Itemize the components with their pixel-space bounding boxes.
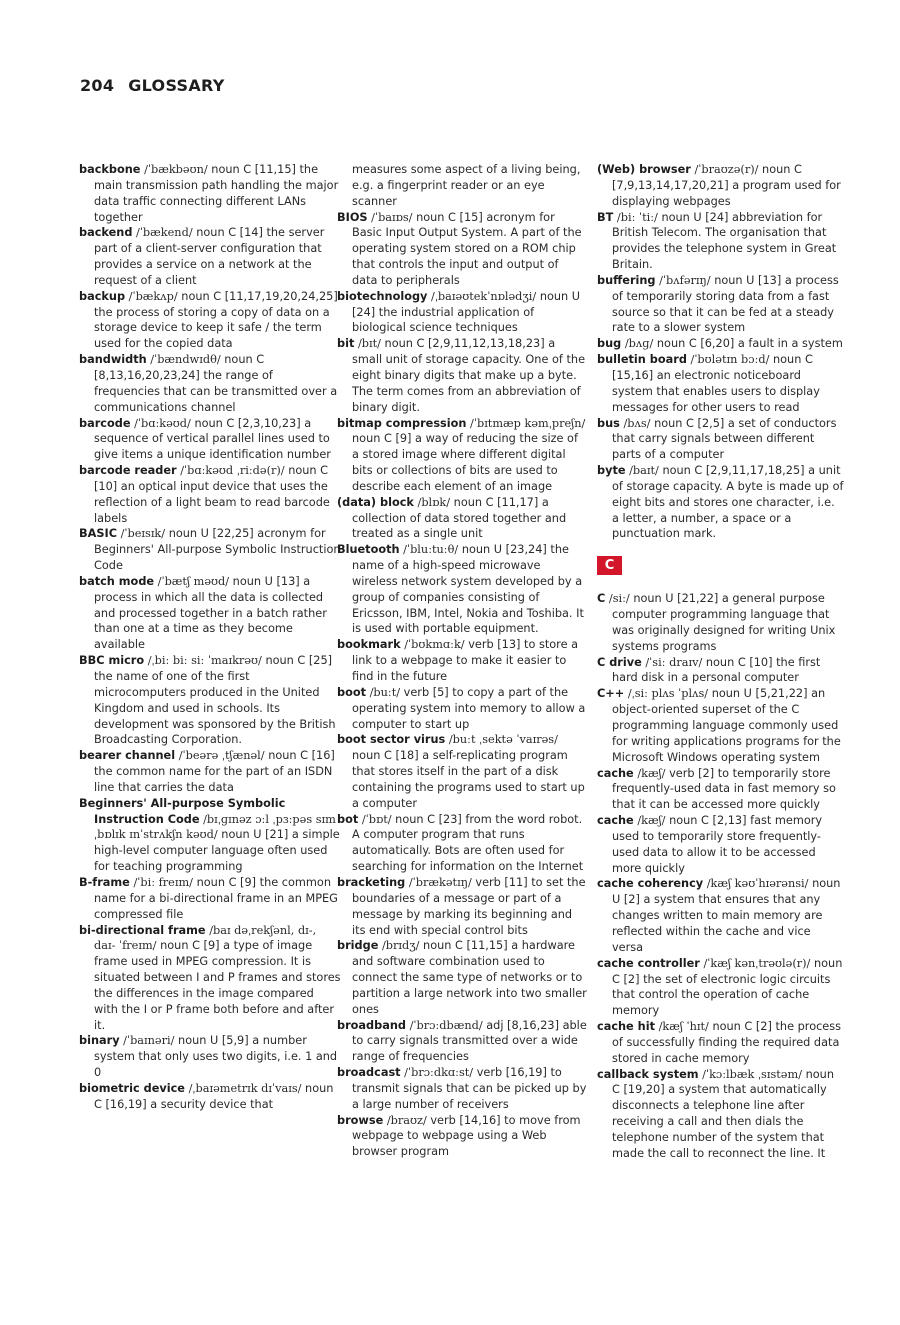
glossary-entry xyxy=(79,162,341,225)
glossary-entry xyxy=(597,591,845,654)
entry-pronunciation: /ˈkæʃ kənˌtrəʊlə(r)/ xyxy=(703,956,811,970)
entry-pronunciation: /ˈbrækətɪŋ/ xyxy=(408,875,472,889)
entry-pronunciation: /ˈsiː draɪv/ xyxy=(645,655,703,669)
entry-pronunciation: /ˈbækbəʊn/ xyxy=(144,163,208,176)
glossary-entry xyxy=(79,1081,341,1113)
glossary-entry xyxy=(597,1067,845,1162)
entry-headword: buffering xyxy=(597,273,656,287)
entry-pronunciation: /bɪˌɡɪnəz ɔːl ˌpɜːpəs sɪmˌbɒlɪk ɪnˈstrʌkʃn kəʊd/ xyxy=(94,812,336,842)
entry-pronunciation: /ˈbrɔːdbænd/ xyxy=(409,1018,483,1032)
entry-headword: B-frame xyxy=(79,875,130,889)
glossary-entry xyxy=(79,748,341,796)
entry-pronunciation: /ˈbeərə ˌtʃænəl/ xyxy=(178,749,265,763)
entry-headword: bus xyxy=(597,416,620,430)
entry-headword: boot xyxy=(337,685,367,699)
entry-pronunciation: /ˈbʌfərɪŋ/ xyxy=(659,273,711,287)
entry-headword: browse xyxy=(337,1113,384,1127)
entry-headword: cache controller xyxy=(597,956,700,970)
glossary-entry xyxy=(79,352,341,415)
glossary-entry xyxy=(597,1019,845,1067)
glossary-entry xyxy=(597,766,845,814)
entry-definition: noun C [10] an optical input device that uses the reflection of a light beam to read barcode labels xyxy=(94,464,330,525)
entry-pronunciation: /biː ˈtiː/ xyxy=(616,210,658,224)
glossary-entry xyxy=(337,732,587,811)
entry-headword: callback system xyxy=(597,1067,699,1081)
glossary-entry xyxy=(337,542,587,637)
entry-pronunciation: /ˈbɑːkəʊd/ xyxy=(134,416,191,430)
glossary-entry xyxy=(337,336,587,415)
entry-definition: verb [16,19] to transmit signals that can be picked up by a large number of receivers xyxy=(352,1066,587,1111)
glossary-entry xyxy=(337,1065,587,1113)
entry-headword: bandwidth xyxy=(79,353,147,367)
entry-headword: backend xyxy=(79,226,133,240)
entry-headword: bookmark xyxy=(337,638,401,652)
glossary-entry xyxy=(79,526,341,574)
entry-definition: noun C [23] from the word robot. A computer program that runs automatically. Bots are often used for searching for information on the Internet xyxy=(352,812,584,874)
entry-pronunciation: /ˌbiː biː siː ˈmaɪkrəʊ/ xyxy=(147,654,262,668)
entry-definition: noun C [6,20] a fault in a system xyxy=(656,337,843,351)
glossary-entry xyxy=(597,813,845,876)
entry-pronunciation: /ˈbækend/ xyxy=(136,226,193,240)
entry-definition: noun C [16] the common name for the part of an ISDN line that carries the data xyxy=(94,749,335,794)
entry-definition: noun C [7,9,13,14,17,20,21] a program used for displaying webpages xyxy=(612,163,841,208)
entry-pronunciation: /blɒk/ xyxy=(417,495,451,509)
entry-definition: noun U [5,9] a number system that only uses two digits, i.e. 1 and 0 xyxy=(94,1034,338,1080)
entry-definition: noun C [14] the server part of a client-server configuration that provides a service on a network at the request of a client xyxy=(94,226,325,287)
entry-headword: BASIC xyxy=(79,527,117,541)
glossary-entry xyxy=(337,637,587,685)
glossary-entry xyxy=(79,875,341,923)
entry-definition: noun C [11,17] a collection of data stored together and treated as a single unit xyxy=(352,495,567,541)
glossary-entry xyxy=(337,495,587,543)
glossary-entry xyxy=(597,352,845,415)
glossary-entry xyxy=(597,463,845,542)
entry-definition: noun C [2] the process of successfully finding the required data stored in cache memory xyxy=(612,1020,842,1065)
glossary-column-3 xyxy=(597,162,845,1162)
entry-headword: cache xyxy=(597,766,634,780)
glossary-entry xyxy=(597,686,845,765)
entry-headword: bug xyxy=(597,337,622,351)
glossary-entry xyxy=(597,956,845,1019)
entry-pronunciation: /ˈkɔːlbæk ˌsɪstəm/ xyxy=(702,1067,803,1081)
entry-pronunciation: /buːt/ xyxy=(369,685,401,699)
entry-pronunciation: /ˈbrɔːdkɑːst/ xyxy=(404,1066,474,1080)
entry-headword: (data) block xyxy=(337,495,414,509)
glossary-entry xyxy=(79,574,341,653)
entry-pronunciation: /ˈbændwɪdθ/ xyxy=(150,353,221,367)
entry-pronunciation: /ˈbʊkmɑːk/ xyxy=(404,638,465,652)
entry-pronunciation: /ˌsiː plʌs ˈplʌs/ xyxy=(627,687,709,701)
entry-headword: byte xyxy=(597,464,626,478)
entry-headword: C xyxy=(597,592,606,606)
glossary-entry xyxy=(79,796,341,875)
entry-headword: (Web) browser xyxy=(597,163,691,176)
entry-pronunciation: /siː/ xyxy=(608,592,630,606)
entry-headword: bot xyxy=(337,812,359,826)
entry-headword: backup xyxy=(79,289,126,303)
glossary-column-2 xyxy=(337,162,587,1160)
entry-definition: noun C [11,15] a hardware and software combination used to connect the same type of networks or to partition a large network into two smaller ones xyxy=(352,939,587,1016)
entry-headword: bulletin board xyxy=(597,353,687,367)
entry-definition: noun C [2] the set of electronic logic circuits that control the operation of cache memory xyxy=(612,956,843,1018)
glossary-entry xyxy=(337,938,587,1017)
page-header xyxy=(80,76,225,95)
entry-pronunciation: /bɪt/ xyxy=(357,337,381,351)
entry-headword: bridge xyxy=(337,939,379,953)
entry-headword: backbone xyxy=(79,163,141,176)
entry-definition: verb [5] to copy a part of the operating system into memory to allow a computer to start up xyxy=(352,685,586,731)
entry-definition: noun C [10] the first hard disk in a personal computer xyxy=(612,655,821,685)
entry-headword: cache coherency xyxy=(597,877,704,891)
entry-pronunciation: /baɪt/ xyxy=(629,464,659,478)
entry-pronunciation: /brɪdʒ/ xyxy=(381,939,420,953)
glossary-entry xyxy=(597,162,845,210)
entry-headword: bitmap compression xyxy=(337,416,467,430)
entry-definition: measures some aspect of a living being, e.g. a fingerprint reader or an eye scanner xyxy=(352,163,581,208)
entry-pronunciation: /ˈbluːtuːθ/ xyxy=(403,543,459,557)
entry-pronunciation: /ˌbaɪəmetrɪk dɪˈvaɪs/ xyxy=(188,1081,302,1095)
glossary-entry xyxy=(79,225,341,288)
entry-pronunciation: /kæʃ/ xyxy=(637,766,666,780)
entry-definition: noun C [2,9,11,12,13,18,23] a small unit of storage capacity. One of the eight binary digits that make up a byte. The term comes from an abbreviation of binary digit. xyxy=(352,337,586,414)
entry-definition: verb [13] to store a link to a webpage to make it easier to find in the future xyxy=(352,638,579,683)
entry-pronunciation: /buːt ˌsektə ˈvaɪrəs/ xyxy=(448,733,558,747)
glossary-entry xyxy=(597,655,845,687)
entry-definition: noun C [11,17,19,20,24,25] the process of storing a copy of data on a storage device to keep it safe / the term used for the copied data xyxy=(94,289,338,351)
entry-pronunciation: /kæʃ kəʊˈhɪərənsi/ xyxy=(706,877,809,891)
glossary-entry xyxy=(337,1113,587,1161)
entry-definition: verb [2] to temporarily store frequently-used data in fast memory so that it can be accessed more quickly xyxy=(612,766,836,812)
entry-definition: verb [14,16] to move from webpage to webpage using a Web browser program xyxy=(352,1113,581,1159)
entry-headword: biotechnology xyxy=(337,289,428,303)
entry-headword: boot sector virus xyxy=(337,733,446,747)
entry-pronunciation: /ˈbʊlətɪn bɔːd/ xyxy=(690,353,770,367)
entry-definition: noun C [9] the common name for a bi-directional frame in an MPEG compressed file xyxy=(94,875,338,921)
entry-definition: noun C [15,16] an electronic noticeboard system that enables users to display messages for other users to read xyxy=(612,353,820,414)
page-number: 204 xyxy=(80,76,115,95)
entry-headword: broadcast xyxy=(337,1066,401,1080)
entry-headword: bearer channel xyxy=(79,749,176,763)
glossary-entry xyxy=(337,210,587,289)
entry-definition: noun C [25] the name of one of the first microcomputers produced in the United Kingdom and used in schools. Its development was sponsored by the British Broadcasting Corporation. xyxy=(94,654,336,747)
entry-headword: BT xyxy=(597,210,614,224)
entry-pronunciation: /baɪ dəˌrekʃənl, dɪ-, daɪ- ˈfreɪm/ xyxy=(94,923,317,953)
glossary-entry xyxy=(597,210,845,273)
entry-definition: noun U [13] a process of temporarily storing data from a fast source so that it can be fed at a steady rate to a slower system xyxy=(612,273,839,335)
entry-definition: noun C [2,3,10,23] a sequence of vertical parallel lines used to give items a unique identification number xyxy=(94,416,331,462)
entry-pronunciation: /ˈbaɪɒs/ xyxy=(371,210,413,224)
section-title: GLOSSARY xyxy=(128,76,225,95)
entry-pronunciation: /kæʃ ˈhɪt/ xyxy=(658,1020,709,1034)
entry-headword: bi-directional frame xyxy=(79,923,206,937)
entry-pronunciation: /ˈbiː freɪm/ xyxy=(133,875,193,889)
entry-definition: noun U [5,21,22] an object-oriented superset of the C programming language commonly used for writing applications programs for the Microsoft Windows operating system xyxy=(612,687,841,764)
section-letter-badge: C xyxy=(597,556,622,575)
glossary-entry xyxy=(337,875,587,938)
glossary-entry xyxy=(79,923,341,1034)
entry-definition: noun U [23,24] the name of a high-speed microwave wireless network system developed by a group of companies consisting of Ericsson, IBM, Intel, Nokia and Toshiba. It is used with portable equipment. xyxy=(352,543,584,636)
glossary-entry xyxy=(597,336,845,352)
entry-definition: noun U [13] a process in which all the data is collected and processed together in a batch rather than one at a time as they become available xyxy=(94,574,327,652)
entry-pronunciation: /ˈbeɪsɪk/ xyxy=(120,527,166,541)
glossary-entry xyxy=(597,416,845,464)
entry-headword: BIOS xyxy=(337,210,368,224)
glossary-entry xyxy=(79,416,341,464)
entry-headword: Beginners' All-purpose Symbolic Instruction Code xyxy=(79,796,286,826)
entry-definition: noun C [18] a self-replicating program that stores itself in the part of a disk containing the programs used to start up a computer xyxy=(352,749,585,810)
entry-pronunciation: /ˈbɒt/ xyxy=(361,812,392,826)
entry-pronunciation: /ˈbætʃ məʊd/ xyxy=(157,574,230,588)
entry-headword: batch mode xyxy=(79,574,155,588)
entry-definition: noun U [24] the industrial application of biological science techniques xyxy=(352,289,581,335)
entry-pronunciation: /ˈbækʌp/ xyxy=(128,289,178,303)
glossary-entry xyxy=(337,162,587,210)
entry-headword: Bluetooth xyxy=(337,543,400,557)
entry-definition: noun U [21] a simple high-level computer language often used for teaching programming xyxy=(94,828,340,874)
entry-definition: noun U [24] abbreviation for British Telecom. The organisation that provides the telephone system in Great Britain. xyxy=(612,210,837,272)
entry-pronunciation: /kæʃ/ xyxy=(637,814,666,828)
glossary-entry xyxy=(337,812,587,875)
entry-definition: noun C [16,19] a security device that xyxy=(94,1081,334,1111)
entry-headword: cache hit xyxy=(597,1020,655,1034)
entry-definition: noun C [9] a type of image frame used in MPEG compression. It is situated between I and P frames and stores the differences in the image compared with the I or P frame both before and after it. xyxy=(94,939,341,1032)
entry-headword: cache xyxy=(597,814,634,828)
glossary-entry xyxy=(337,1018,587,1066)
entry-pronunciation: /ˈbɑːkəʊd ˌriːdə(r)/ xyxy=(180,464,285,478)
entry-definition: noun C [19,20] a system that automatically disconnects a telephone line after receiving a call and then dials the telephone number of the system that made the call to reconnect the line. It xyxy=(612,1067,835,1160)
glossary-entry xyxy=(79,1033,341,1081)
glossary-entry xyxy=(337,289,587,337)
entry-definition: noun C [9] a way of reducing the size of a stored image where different digital bits or collections of bits are used to describe each element of an image xyxy=(352,432,578,493)
entry-pronunciation: /bʌɡ/ xyxy=(624,337,654,351)
entry-headword: broadband xyxy=(337,1018,406,1032)
entry-pronunciation: /braʊz/ xyxy=(386,1113,427,1127)
entry-definition: noun C [2,9,11,17,18,25] a unit of storage capacity. A byte is made up of eight bits and stores one character, i.e. a letter, a number, a space or a punctuation mark. xyxy=(612,464,844,541)
glossary-entry xyxy=(79,463,341,526)
glossary-column-1 xyxy=(79,162,341,1113)
entry-headword: BBC micro xyxy=(79,654,145,668)
entry-definition: noun C [15] acronym for Basic Input Output System. A part of the operating system stored on a ROM chip that controls the input and output of data to peripherals xyxy=(352,210,582,287)
entry-definition: noun C [8,13,16,20,23,24] the range of frequencies that can be transmitted over a communications channel xyxy=(94,353,338,414)
entry-definition: verb [11] to set the boundaries of a message or part of a message by marking its beginning and its end with special control bits xyxy=(352,875,586,937)
glossary-entry xyxy=(597,876,845,955)
glossary-entry xyxy=(597,273,845,336)
glossary-entry xyxy=(337,685,587,733)
entry-definition: noun C [2,13] fast memory used to temporarily store frequently-used data to allow it to be accessed more quickly xyxy=(612,814,823,875)
entry-pronunciation: /ˈbaɪnəri/ xyxy=(123,1034,175,1048)
entry-headword: bit xyxy=(337,337,355,351)
entry-pronunciation: /ˈbraʊzə(r)/ xyxy=(694,163,759,176)
entry-headword: C++ xyxy=(597,687,625,701)
entry-definition: noun C [2,5] a set of conductors that carry signals between different parts of a computer xyxy=(612,416,837,462)
entry-definition: noun U [21,22] a general purpose computer programming language that was originally designed for writing Unix systems programs xyxy=(612,592,836,653)
entry-headword: biometric device xyxy=(79,1081,185,1095)
entry-definition: adj [8,16,23] able to carry signals transmitted over a wide range of frequencies xyxy=(352,1018,587,1064)
entry-definition: noun C [11,15] the main transmission path handling the major data traffic connecting different LANs together xyxy=(94,163,339,224)
entry-definition: noun U [2] a system that ensures that any changes written to main memory are reflected within the cache and vice versa xyxy=(612,877,841,954)
entry-definition: noun U [22,25] acronym for Beginners' All-purpose Symbolic Instruction Code xyxy=(94,527,341,573)
entry-headword: barcode reader xyxy=(79,464,177,478)
entry-headword: bracketing xyxy=(337,875,406,889)
entry-headword: C drive xyxy=(597,655,642,669)
glossary-entry xyxy=(79,289,341,352)
entry-pronunciation: /bʌs/ xyxy=(623,416,651,430)
entry-headword: barcode xyxy=(79,416,131,430)
glossary-entry xyxy=(79,653,341,748)
entry-pronunciation: /ˌbaɪəʊtekˈnɒlədʒi/ xyxy=(431,289,537,303)
entry-headword: binary xyxy=(79,1034,120,1048)
entry-pronunciation: /ˈbɪtmæp kəmˌpreʃn/ xyxy=(470,416,586,430)
glossary-entry xyxy=(337,416,587,495)
